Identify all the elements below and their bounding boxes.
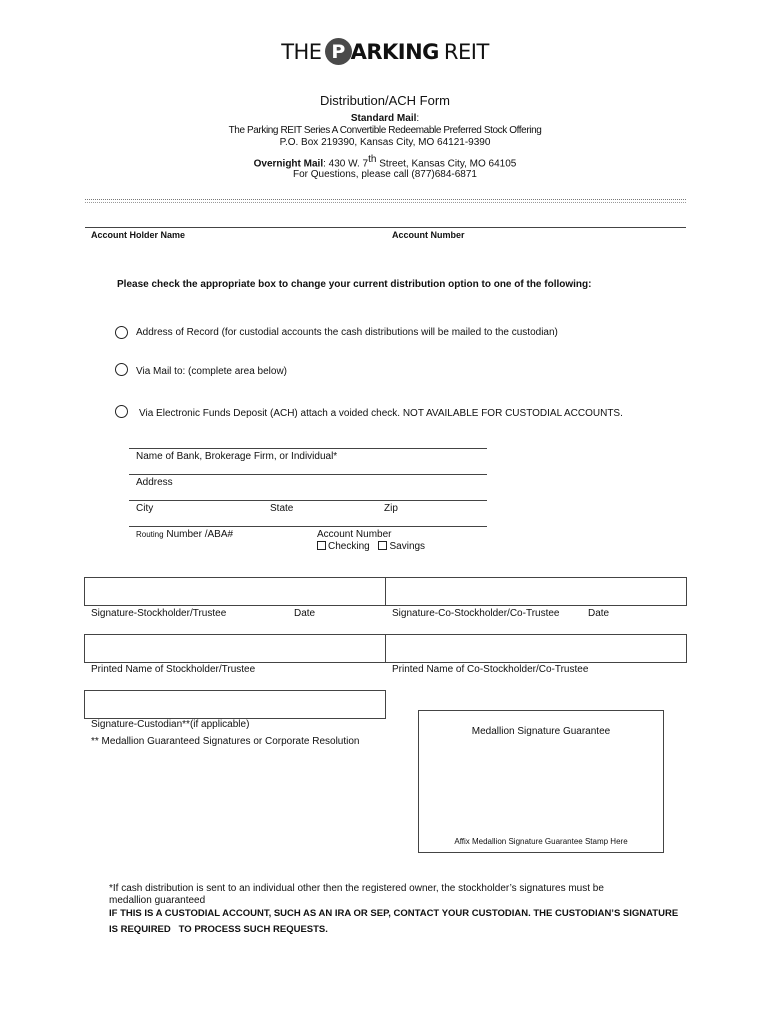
co-stockholder-signature-label: Signature-Co-Stockholder/Co-Trustee xyxy=(392,608,560,619)
footer-custodial-line2: IS REQUIRED TO PROCESS SUCH REQUESTS. xyxy=(109,924,328,935)
header-divider xyxy=(85,199,686,203)
printed-name-box[interactable] xyxy=(84,634,386,663)
bank-account-number-label: Account Number xyxy=(317,529,392,540)
account-type-options xyxy=(317,541,425,552)
overnight-address-pre: : 430 W. 7 xyxy=(323,158,369,170)
routing-small-label: Routing xyxy=(136,530,164,539)
custodian-signature-label: Signature-Custodian**(if applicable) xyxy=(91,719,250,730)
footer-note-line2: medallion guaranteed xyxy=(109,895,206,906)
checking-checkbox[interactable] xyxy=(317,541,326,550)
medallion-title: Medallion Signature Guarantee xyxy=(471,726,611,737)
logo-word-the: THE xyxy=(281,39,322,64)
stockholder-date-label: Date xyxy=(294,608,316,619)
custodian-signature-box[interactable] xyxy=(84,690,386,719)
account-number-label: Account Number xyxy=(392,230,465,240)
bank-address-field[interactable] xyxy=(129,500,487,501)
standard-mail-label: Standard Mail xyxy=(350,113,417,124)
routing-number-label xyxy=(136,529,233,540)
option-ach-label: Via Electronic Funds Deposit (ACH) attach a voided check. NOT AVAILABLE FOR CUSTODIAL ACCOUNTS. xyxy=(139,408,623,419)
option-via-mail-label: Via Mail to: (complete area below) xyxy=(136,366,287,377)
medallion-stamp-label: Affix Medallion Signature Guarantee Stamp Here xyxy=(454,837,628,846)
stockholder-signature-label: Signature-Stockholder/Trustee xyxy=(91,608,227,619)
overnight-mail-label: Overnight Mail xyxy=(253,158,324,170)
logo-word-reit: REIT xyxy=(443,39,489,64)
bank-name-field[interactable] xyxy=(129,474,487,475)
overnight-address-sup: th xyxy=(368,154,377,165)
instruction-text: Please check the appropriate box to change your current distribution option to one of the following: xyxy=(117,279,592,290)
bank-city-label: City xyxy=(136,503,154,514)
po-box-line: P.O. Box 219390, Kansas City, MO 64121-9390 xyxy=(279,137,491,148)
option-via-mail-radio[interactable] xyxy=(115,363,128,376)
questions-line: For Questions, please call (877)684-6871 xyxy=(293,169,477,180)
logo-p-circle-icon: P xyxy=(325,38,352,65)
offering-line: The Parking REIT Series A Convertible Redeemable Preferred Stock Offering xyxy=(228,125,542,136)
savings-checkbox[interactable] xyxy=(378,541,387,550)
option-address-of-record-label: Address of Record (for custodial accounts the cash distributions will be mailed to the custodian) xyxy=(136,327,558,338)
footer-note-line1: *If cash distribution is sent to an individual other then the registered owner, the stockholder’s signatures must be xyxy=(109,883,604,894)
co-stockholder-signature-box[interactable] xyxy=(385,577,687,606)
logo-word-arking: ARKING xyxy=(350,39,439,64)
bank-state-label: State xyxy=(270,503,294,514)
bank-name-label: Name of Bank, Brokerage Firm, or Individual* xyxy=(136,451,338,462)
bank-city-state-zip-field[interactable] xyxy=(129,526,487,527)
company-logo xyxy=(0,38,770,78)
form-title: Distribution/ACH Form xyxy=(319,93,451,108)
footer-custodial-line1: IF THIS IS A CUSTODIAL ACCOUNT, SUCH AS AN IRA OR SEP, CONTACT YOUR CUSTODIAN. THE CUSTODIAN’S SIGNATURE xyxy=(109,908,679,919)
co-stockholder-date-label: Date xyxy=(588,608,610,619)
savings-label: Savings xyxy=(389,541,426,552)
printed-co-name-box[interactable] xyxy=(385,634,687,663)
bank-address-label: Address xyxy=(136,477,173,488)
bank-zip-label: Zip xyxy=(384,503,398,514)
standard-mail-colon: : xyxy=(416,113,420,124)
bank-top-line xyxy=(129,448,487,449)
printed-name-label: Printed Name of Stockholder/Trustee xyxy=(91,664,256,675)
medallion-note: ** Medallion Guaranteed Signatures or Corporate Resolution xyxy=(91,736,360,747)
account-holder-name-label: Account Holder Name xyxy=(91,230,186,240)
account-line[interactable] xyxy=(85,227,686,228)
checking-label: Checking xyxy=(328,541,370,552)
routing-rest-label: Number /ABA# xyxy=(166,529,234,540)
option-address-of-record-radio[interactable] xyxy=(115,326,128,339)
printed-co-name-label: Printed Name of Co-Stockholder/Co-Trustee xyxy=(392,664,589,675)
option-ach-radio[interactable] xyxy=(115,405,128,418)
overnight-address-post: Street, Kansas City, MO 64105 xyxy=(376,158,517,170)
stockholder-signature-box[interactable] xyxy=(84,577,386,606)
